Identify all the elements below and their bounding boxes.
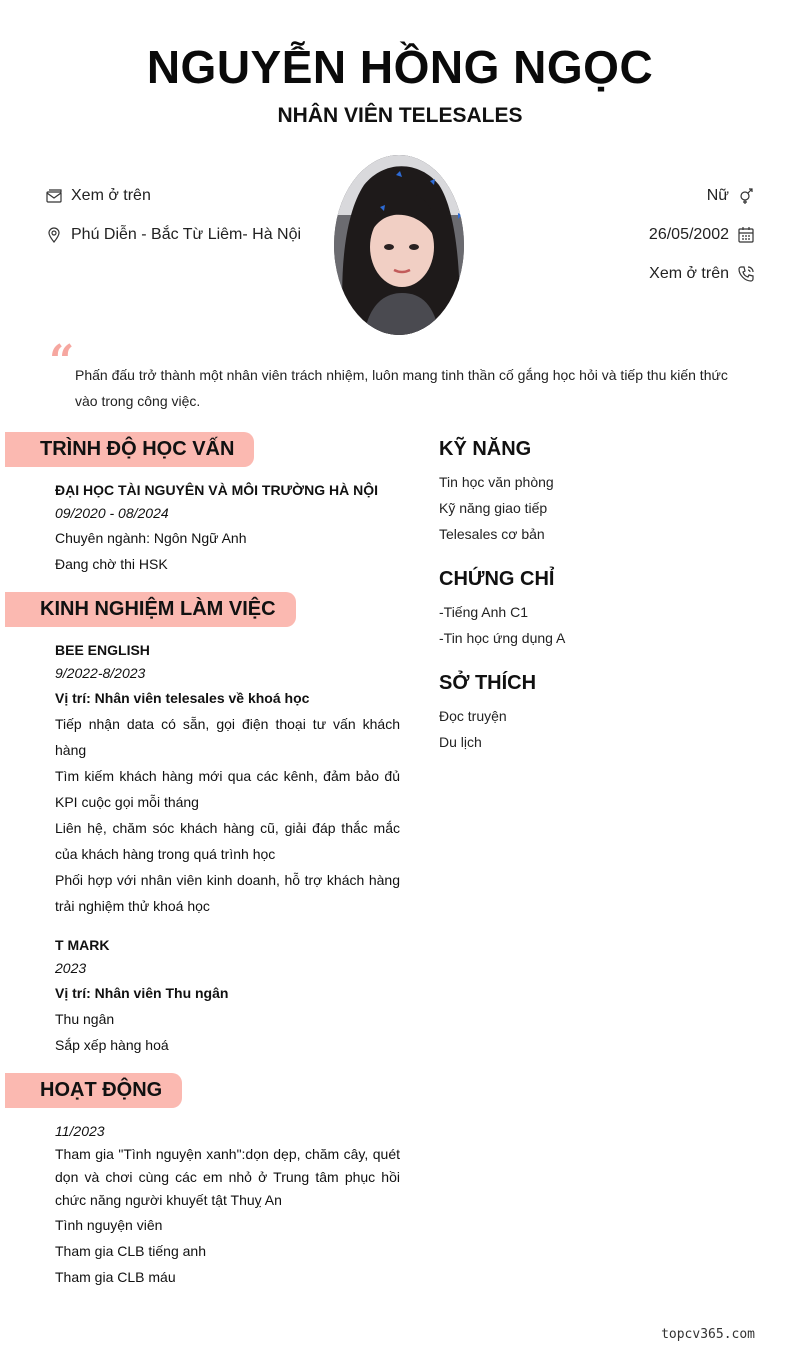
contact-address (45, 226, 301, 244)
certificates-heading: CHỨNG CHỈ (439, 568, 555, 590)
activity-line: Tham gia CLB tiếng anh (55, 1243, 206, 1259)
gender-icon (737, 187, 755, 205)
experience-job-1 (55, 639, 400, 919)
education-heading: TRÌNH ĐỘ HỌC VẤN (5, 432, 254, 467)
profile-photo (334, 155, 464, 335)
phone-icon (737, 265, 755, 283)
contact-gender (707, 187, 755, 205)
activity-line: Tham gia CLB máu (55, 1269, 176, 1285)
hobby-item: Du lịch (439, 734, 482, 750)
address-text: Phú Diễn - Bắc Từ Liêm- Hà Nội (71, 226, 302, 243)
birthday-text: 26/05/2002 (648, 226, 729, 243)
footer-brand: topcv365.com (661, 1327, 755, 1342)
job-position: Vị trí: Nhân viên telesales về khoá học (55, 690, 310, 706)
email-icon (45, 187, 63, 205)
hobbies-heading: SỞ THÍCH (439, 672, 537, 694)
job-duty: Tìm kiếm khách hàng mới qua các kênh, đảm bảo đủ KPI cuộc gọi mỗi tháng (55, 768, 400, 810)
email-text: Xem ở trên (71, 187, 151, 204)
location-icon (45, 226, 63, 244)
activities-heading: HOẠT ĐỘNG (5, 1073, 182, 1108)
certificates-list (439, 599, 565, 651)
candidate-name: NGUYỄN HỒNG NGỌC (146, 41, 654, 93)
gender-text: Nữ (706, 187, 729, 204)
skills-heading: KỸ NĂNG (439, 438, 532, 460)
hobbies-list (439, 703, 507, 755)
contact-phone (649, 265, 755, 283)
career-objective: Phấn đấu trở thành một nhân viên trách nhiệm, luôn mang tinh thần cố gắng học hỏi và tiếp thu kiến thức vào trong công việc. (75, 367, 728, 409)
certificate-item: -Tiếng Anh C1 (439, 604, 528, 620)
calendar-icon (737, 226, 755, 244)
skill-item: Kỹ năng giao tiếp (439, 500, 548, 516)
phone-text: Xem ở trên (649, 265, 729, 282)
contact-email (45, 187, 151, 205)
activity-period: 11/2023 (55, 1123, 105, 1139)
job-period: 2023 (55, 960, 87, 976)
skills-list (439, 469, 554, 547)
job-duty: Tiếp nhận data có sẵn, gọi điện thoại tư vấn khách hàng (55, 716, 400, 758)
job-duty: Thu ngân (55, 1011, 115, 1027)
job-duty: Sắp xếp hàng hoá (55, 1037, 169, 1053)
skill-item: Telesales cơ bản (439, 526, 545, 542)
job-position: Vị trí: Nhân viên Thu ngân (55, 985, 229, 1001)
education-period: 09/2020 - 08/2024 (55, 505, 169, 521)
education-line: Đang chờ thi HSK (55, 556, 168, 572)
job-duty: Liên hệ, chăm sóc khách hàng cũ, giải đáp thắc mắc của khách hàng trong quá trình học (55, 820, 400, 862)
job-period: 9/2022-8/2023 (55, 665, 146, 681)
school-name: ĐẠI HỌC TÀI NGUYÊN VÀ MÔI TRƯỜNG HÀ NỘI (55, 482, 379, 498)
experience-job-2 (55, 934, 400, 1058)
job-title: NHÂN VIÊN TELESALES (277, 104, 523, 127)
hobby-item: Đọc truyện (439, 708, 507, 724)
company-name: T MARK (55, 937, 110, 953)
company-name: BEE ENGLISH (55, 642, 150, 658)
quote-icon: “ (49, 336, 75, 387)
skill-item: Tin học văn phòng (439, 474, 554, 490)
activities-section (55, 1120, 400, 1290)
activity-line: Tham gia "Tình nguyện xanh":dọn dẹp, chăm cây, quét dọn và chơi cùng các em nhỏ ở Trung tâm phục hồi chức năng người khuyết tật Thuỵ An (55, 1146, 400, 1208)
activity-line: Tình nguyện viên (55, 1217, 163, 1233)
certificate-item: -Tin học ứng dụng A (439, 630, 566, 646)
job-duty: Phối hợp với nhân viên kinh doanh, hỗ trợ khách hàng trải nghiệm thử khoá học (55, 872, 400, 914)
experience-heading: KINH NGHIỆM LÀM VIỆC (5, 592, 296, 627)
contact-birthday (649, 226, 755, 244)
education-line: Chuyên ngành: Ngôn Ngữ Anh (55, 530, 247, 546)
education-section (55, 479, 400, 577)
